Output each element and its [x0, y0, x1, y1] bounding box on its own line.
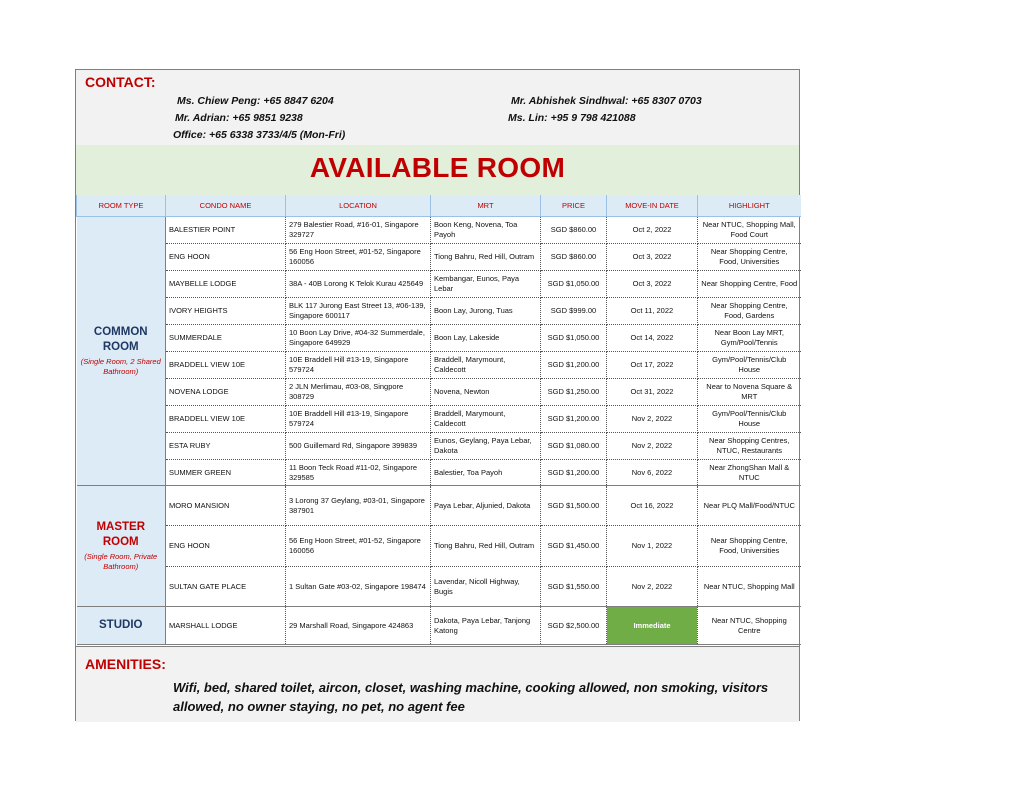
- condo-name: BRADDELL VIEW 10E: [166, 406, 286, 433]
- move-in-date: Oct 31, 2022: [607, 379, 698, 406]
- price: SGD $860.00: [541, 244, 607, 271]
- highlight: Near NTUC, Shopping Mall, Food Court: [698, 217, 801, 244]
- header-move-in-date: MOVE-IN DATE: [607, 195, 698, 217]
- table-row: [77, 217, 801, 244]
- location: 10E Braddell Hill #13-19, Singapore 579724: [286, 406, 431, 433]
- category-note: (Single Room, 2 Shared Bathroom): [80, 357, 161, 376]
- highlight: Near Shopping Centre, Food, Gardens: [698, 298, 801, 325]
- table-row: [77, 486, 801, 526]
- highlight: Near Shopping Centre, Food: [698, 271, 801, 298]
- table-row: [77, 526, 801, 567]
- category-name: STUDIO: [99, 619, 143, 631]
- condo-name: NOVENA LODGE: [166, 379, 286, 406]
- mrt: Boon Lay, Jurong, Tuas: [431, 298, 541, 325]
- location: BLK 117 Jurong East Street 13, #06-139, Singapore 600117: [286, 298, 431, 325]
- move-in-date: Oct 2, 2022: [607, 217, 698, 244]
- amenities-text: Wifi, bed, shared toilet, aircon, closet, washing machine, cooking allowed, non smoking, visitors allowed, no owner staying, no pet, no agent fee: [173, 680, 769, 714]
- condo-name: MAYBELLE LODGE: [166, 271, 286, 298]
- table-row: [77, 298, 801, 325]
- header-room-type: ROOM TYPE: [77, 195, 166, 217]
- highlight: Near PLQ Mall/Food/NTUC: [698, 486, 801, 526]
- move-in-date: Oct 3, 2022: [607, 271, 698, 298]
- contact-section: [76, 70, 799, 146]
- move-in-date: Oct 16, 2022: [607, 486, 698, 526]
- category-common-room: [77, 217, 166, 486]
- price: SGD $1,200.00: [541, 460, 607, 486]
- condo-name: SUMMER GREEN: [166, 460, 286, 486]
- table-row: [77, 567, 801, 607]
- mrt: Eunos, Geylang, Paya Lebar, Dakota: [431, 433, 541, 460]
- price: SGD $1,080.00: [541, 433, 607, 460]
- contact-office: Office: +65 6338 3733/4/5 (Mon-Fri): [173, 129, 346, 141]
- price: SGD $1,250.00: [541, 379, 607, 406]
- category-name: MASTER ROOM: [96, 521, 146, 548]
- condo-name: ESTA RUBY: [166, 433, 286, 460]
- location: 29 Marshall Road, Singapore 424863: [286, 607, 431, 645]
- condo-name: BALESTIER POINT: [166, 217, 286, 244]
- move-in-date: Nov 2, 2022: [607, 567, 698, 607]
- price: SGD $2,500.00: [541, 607, 607, 645]
- mrt: Novena, Newton: [431, 379, 541, 406]
- category-master-room: [77, 486, 166, 607]
- location: 56 Eng Hoon Street, #01-52, Singapore 160056: [286, 244, 431, 271]
- move-in-date: Oct 17, 2022: [607, 352, 698, 379]
- table-row: [77, 379, 801, 406]
- price: SGD $999.00: [541, 298, 607, 325]
- table-row: [77, 607, 801, 645]
- price: SGD $1,050.00: [541, 271, 607, 298]
- location: 1 Sultan Gate #03-02, Singapore 198474: [286, 567, 431, 607]
- price: SGD $1,050.00: [541, 325, 607, 352]
- header-location: LOCATION: [286, 195, 431, 217]
- highlight: Near NTUC, Shopping Centre: [698, 607, 801, 645]
- amenities-title: AMENITIES:: [85, 656, 166, 672]
- table-row: [77, 406, 801, 433]
- mrt: Paya Lebar, Aljunied, Dakota: [431, 486, 541, 526]
- price: SGD $1,200.00: [541, 406, 607, 433]
- condo-name: SUMMERDALE: [166, 325, 286, 352]
- mrt: Tiong Bahru, Red Hill, Outram: [431, 244, 541, 271]
- price: SGD $860.00: [541, 217, 607, 244]
- table-row: [77, 325, 801, 352]
- location: 10 Boon Lay Drive, #04-32 Summerdale, Singapore 649929: [286, 325, 431, 352]
- mrt: Lavendar, Nicoll Highway, Bugis: [431, 567, 541, 607]
- move-in-date: Nov 1, 2022: [607, 526, 698, 567]
- highlight: Gym/Pool/Tennis/Club House: [698, 352, 801, 379]
- category-studio: [77, 607, 166, 645]
- location: 10E Braddell Hill #13-19, Singapore 579724: [286, 352, 431, 379]
- contact-lin: Ms. Lin: +95 9 798 421088: [508, 112, 636, 124]
- condo-name: MARSHALL LODGE: [166, 607, 286, 645]
- table-row: [77, 244, 801, 271]
- condo-name: IVORY HEIGHTS: [166, 298, 286, 325]
- highlight: Near ZhongShan Mall & NTUC: [698, 460, 801, 486]
- table-row: [77, 433, 801, 460]
- contact-adrian: Mr. Adrian: +65 9851 9238: [175, 112, 303, 124]
- mrt: Tiong Bahru, Red Hill, Outram: [431, 526, 541, 567]
- category-note: (Single Room, Private Bathroom): [84, 552, 158, 571]
- mrt: Balestier, Toa Payoh: [431, 460, 541, 486]
- location: 56 Eng Hoon Street, #01-52, Singapore 160056: [286, 526, 431, 567]
- header-mrt: MRT: [431, 195, 541, 217]
- location: 3 Lorong 37 Geylang, #03-01, Singapore 387901: [286, 486, 431, 526]
- condo-name: MORO MANSION: [166, 486, 286, 526]
- category-name: COMMON ROOM: [93, 326, 148, 353]
- condo-name: BRADDELL VIEW 10E: [166, 352, 286, 379]
- mrt: Boon Lay, Lakeside: [431, 325, 541, 352]
- amenities-section: [76, 646, 799, 722]
- move-in-date: Oct 11, 2022: [607, 298, 698, 325]
- highlight: Near Shopping Centres, NTUC, Restaurants: [698, 433, 801, 460]
- table-row: [77, 271, 801, 298]
- highlight: Near Shopping Centre, Food, Universities: [698, 244, 801, 271]
- listing-sheet: [75, 69, 800, 721]
- mrt: Dakota, Paya Lebar, Tanjong Katong: [431, 607, 541, 645]
- move-in-date: Nov 2, 2022: [607, 433, 698, 460]
- highlight: Gym/Pool/Tennis/Club House: [698, 406, 801, 433]
- header-price: PRICE: [541, 195, 607, 217]
- page-title: AVAILABLE ROOM: [309, 152, 566, 183]
- price: SGD $1,500.00: [541, 486, 607, 526]
- move-in-date: Oct 14, 2022: [607, 325, 698, 352]
- mrt: Braddell, Marymount, Caldecott: [431, 406, 541, 433]
- highlight: Near Boon Lay MRT, Gym/Pool/Tennis: [698, 325, 801, 352]
- rooms-table: [76, 195, 801, 645]
- title-banner: [76, 145, 799, 196]
- condo-name: ENG HOON: [166, 526, 286, 567]
- table-row: [77, 352, 801, 379]
- move-in-date-immediate: Immediate: [607, 607, 698, 645]
- price: SGD $1,550.00: [541, 567, 607, 607]
- location: 38A - 40B Lorong K Telok Kurau 425649: [286, 271, 431, 298]
- location: 2 JLN Merlimau, #03-08, Singpore 308729: [286, 379, 431, 406]
- condo-name: SULTAN GATE PLACE: [166, 567, 286, 607]
- highlight: Near Shopping Centre, Food, Universities: [698, 526, 801, 567]
- mrt: Kembangar, Eunos, Paya Lebar: [431, 271, 541, 298]
- location: 279 Balestier Road, #16-01, Singapore 329727: [286, 217, 431, 244]
- table-header-row: [77, 195, 801, 217]
- highlight: Near NTUC, Shopping Mall: [698, 567, 801, 607]
- location: 500 Guillemard Rd, Singapore 399839: [286, 433, 431, 460]
- location: 11 Boon Teck Road #11-02, Singapore 329585: [286, 460, 431, 486]
- move-in-date: Oct 3, 2022: [607, 244, 698, 271]
- table-row: [77, 460, 801, 486]
- header-highlight: HIGHLIGHT: [698, 195, 801, 217]
- contact-abhishek: Mr. Abhishek Sindhwal: +65 8307 0703: [511, 95, 702, 107]
- contact-chiew-peng: Ms. Chiew Peng: +65 8847 6204: [177, 95, 334, 107]
- move-in-date: Nov 6, 2022: [607, 460, 698, 486]
- price: SGD $1,200.00: [541, 352, 607, 379]
- condo-name: ENG HOON: [166, 244, 286, 271]
- mrt: Braddell, Marymount, Caldecott: [431, 352, 541, 379]
- move-in-date: Nov 2, 2022: [607, 406, 698, 433]
- highlight: Near to Novena Square & MRT: [698, 379, 801, 406]
- contact-title: CONTACT:: [85, 74, 156, 90]
- price: SGD $1,450.00: [541, 526, 607, 567]
- header-condo-name: CONDO NAME: [166, 195, 286, 217]
- mrt: Boon Keng, Novena, Toa Payoh: [431, 217, 541, 244]
